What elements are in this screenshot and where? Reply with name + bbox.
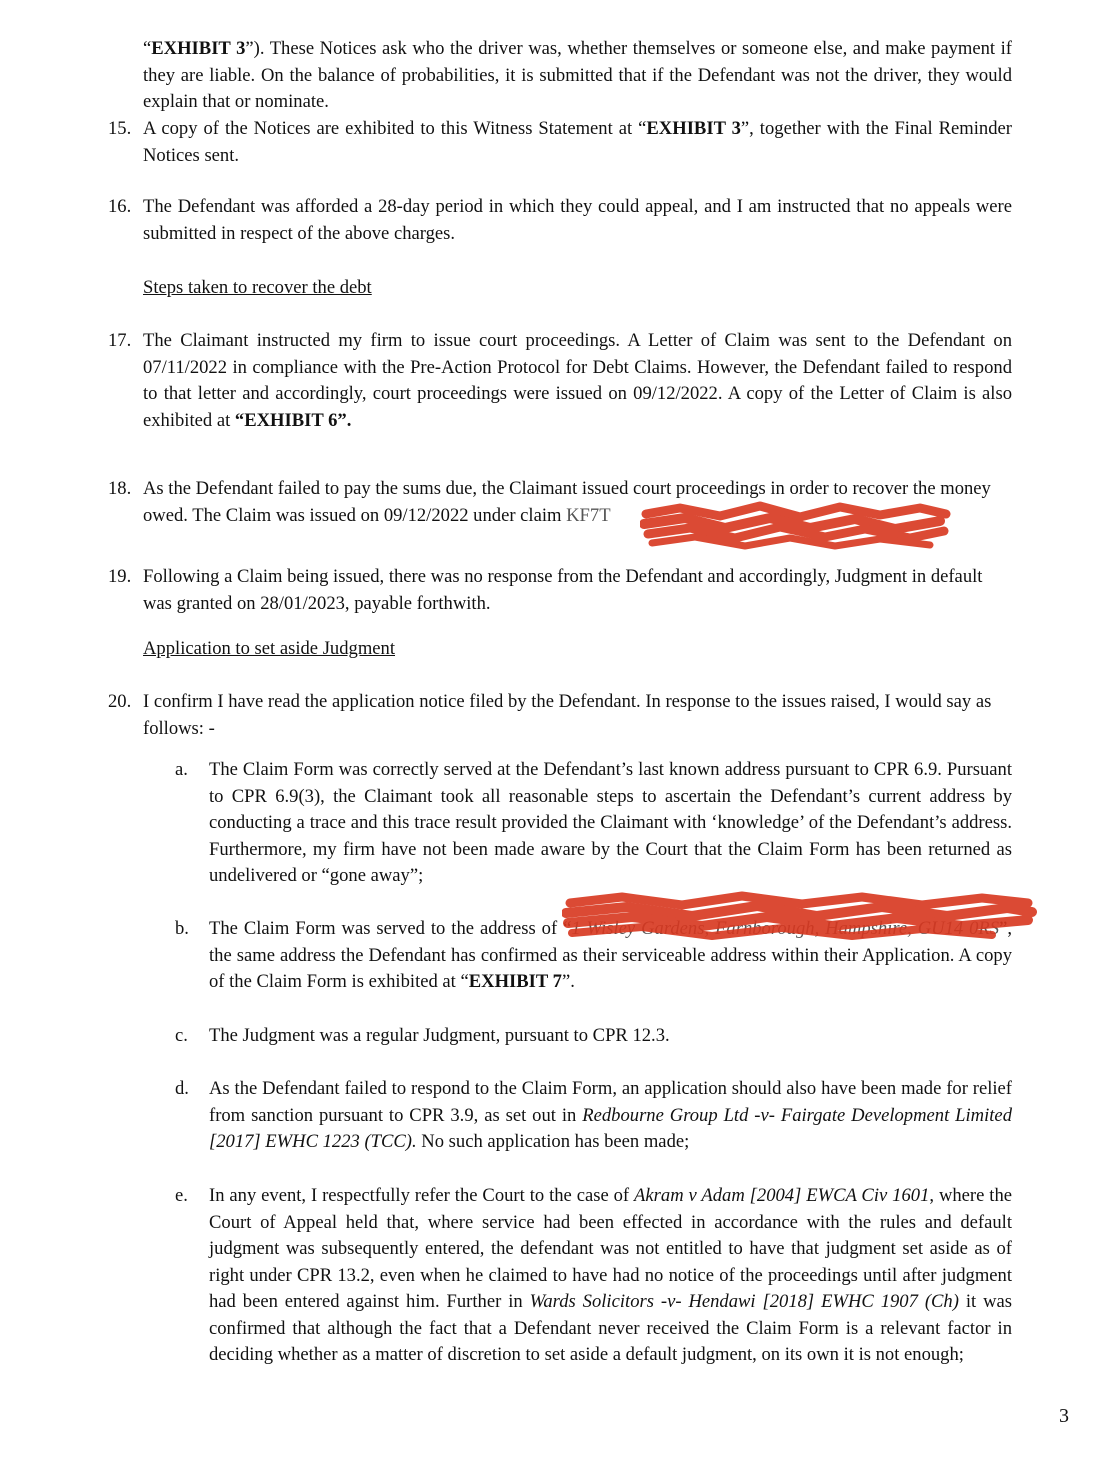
subparagraph-c [175,1023,1012,1053]
redacted-claim-number: KF7T [566,504,611,526]
exhibit-reference: EXHIBIT 3 [646,118,741,139]
subparagraph-letter: c. [175,1025,188,1046]
redaction-strokes [644,506,946,546]
paragraph-text: A copy of the Notices are exhibited to this Witness Statement at “EXHIBIT 3”, together with the Final Reminder Notices sent. [143,118,1012,166]
redaction-scribble [640,500,955,552]
subparagraph-letter: d. [175,1078,189,1099]
redacted-address: 1 Wisley Gardens, Farnborough, Hampshire, GU14 0RS [571,918,1000,939]
paragraph-text: I confirm I have read the application notice filed by the Defendant. In response to the issues raised, I would say as follows: - [143,691,992,739]
subparagraph-letter: b. [175,918,189,939]
subparagraph-text: The Claim Form was correctly served at the Defendant’s last known address pursuant to CPR 6.9. Pursuant to CPR 6.9(3), the Claimant took all reasonable steps to ascertain the Defendant’s current address by conducting a trace and this trace result provided the Claimant with ‘knowledge’ of the Defendant’s address. Furthermore, my firm have not been made aware by the Court that the Claim Form has been returned as undelivered or “gone away”; [209,759,1012,886]
section-heading-application: Application to set aside Judgment [143,638,396,659]
subparagraph-e [175,1183,1012,1403]
paragraph-19 [108,564,1012,624]
paragraph-number: 20. [108,691,132,712]
exhibit-reference: “EXHIBIT 6”. [234,409,352,431]
paragraph-15 [108,116,1012,176]
exhibit-reference: EXHIBIT 7 [468,971,562,992]
paragraph-number: 18. [108,478,132,499]
exhibit-reference: EXHIBIT 3 [151,38,246,59]
paragraph-number: 16. [108,196,132,217]
case-citation: Redbourne Group Ltd -v- Fairgate Development Limited [2017] EWHC 1223 (TCC). [209,1104,1012,1152]
subparagraph-letter: e. [175,1185,188,1206]
subparagraph-a [175,757,1012,897]
case-citation: Akram v Adam [2004] EWCA Civ 1601 [634,1185,930,1206]
section-heading-steps: Steps taken to recover the debt [143,277,372,298]
subparagraph-text: As the Defendant failed to respond to the Claim Form, an application should also have been made for relief from sanction pursuant to CPR 3.9, as set out in Redbourne Group Ltd -v- Fairgate Development Limited [2017] EWHC 1223 (TCC). No such application has been made; [209,1078,1012,1152]
subparagraph-text: The Judgment was a regular Judgment, pursuant to CPR 12.3. [209,1025,670,1046]
paragraph-text: The Claimant instructed my firm to issue court proceedings. A Letter of Claim was sent to the Defendant on 07/11/2022 in compliance with the Pre-Action Protocol for Debt Claims. However, the Defendant failed to respond to that letter and accordingly, court proceedings were issued on 09/12/2022. A copy of the Letter of Claim is also exhibited at “EXHIBIT 6”. [143,330,1012,431]
paragraph-20 [108,689,1012,749]
paragraph-number: 19. [108,566,132,587]
paragraph-number: 17. [108,330,132,351]
case-citation: Wards Solicitors -v- Hendawi [2018] EWHC 1907 (Ch) [529,1291,959,1312]
paragraph-text: The Defendant was afforded a 28-day period in which they could appeal, and I am instructed that no appeals were submitted in respect of the above charges. [143,196,1012,244]
paragraph-text: Following a Claim being issued, there was no response from the Defendant and accordingly, Judgment in default was granted on 28/01/2023, payable forthwith. [143,566,983,614]
subparagraph-text: In any event, I respectfully refer the Court to the case of Akram v Adam [2004] EWCA Civ 1601, where the Court of Appeal held that, where service had been effected in accordance with the rules and default judgment was subsequently entered, the defendant was not entitled to have that judgment set aside as of right under CPR 13.2, even when he claimed to have had no notice of the proceedings until after judgment had been entered against him. Further in Wards Solicitors -v- Hendawi [2018] EWHC 1907 (Ch) it was confirmed that although the fact that a Defendant never received the Claim Form is a relevant factor in deciding whether as a matter of discretion to set aside a default judgment, on its own it is not enough; [209,1185,1013,1365]
page-number: 3 [1059,1405,1069,1427]
paragraph-16 [108,194,1012,254]
redaction-strokes [566,896,1032,936]
paragraph-17 [108,328,1012,438]
redaction-scribble [562,891,1037,947]
continuation-paragraph: “EXHIBIT 3”). These Notices ask who the driver was, whether themselves or someone else, and make payment if they are liable. On the balance of probabilities, it is submitted that if the Defendant was not the driver, they would explain that or nominate. [143,38,1012,112]
paragraph-number: 15. [108,118,132,139]
subparagraph-letter: a. [175,759,188,780]
paragraph-text: As the Defendant failed to pay the sums due, the Claimant issued court proceedings in order to recover the money owed. The Claim was issued on 09/12/2022 under claim KF7T [143,478,991,526]
subparagraph-text: The Claim Form was served to the address of “1 Wisley Gardens, Farnborough, Hampshire, GU14 0RS”, the same address the Defendant has confirmed as their serviceable address within their Application. A copy of the Claim Form is exhibited at “EXHIBIT 7”. [209,918,1012,992]
subparagraph-d [175,1076,1012,1161]
